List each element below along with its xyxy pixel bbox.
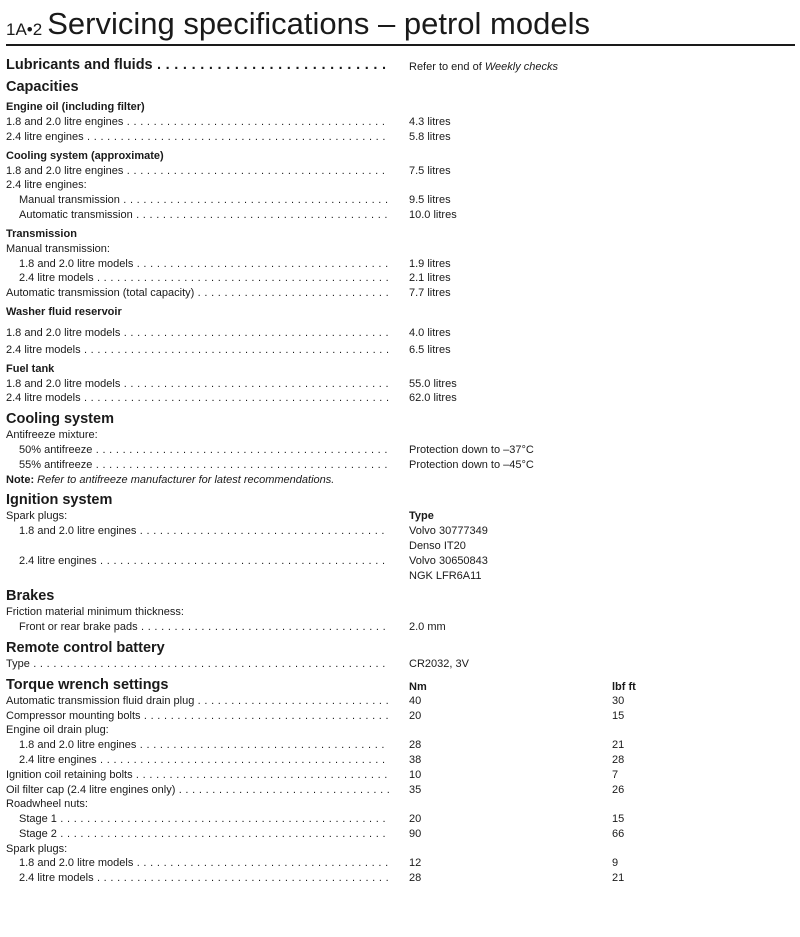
type-column-header: Type: [409, 510, 434, 523]
spec-row: 55% antifreeze . . . Protection down to –45°C: [6, 458, 796, 473]
spec-row: 2.4 litre engines . . . 5.8 litres: [6, 130, 796, 145]
spec-row: 1.8 and 2.0 litre engines . . . 4.3 litres: [6, 115, 796, 130]
lbf-column-header: lbf ft: [612, 680, 636, 693]
section-heading-remote: Remote control battery: [6, 639, 165, 656]
torque-row: Oil filter cap (2.4 litre engines only) . . . 35 26: [6, 783, 796, 798]
subheading-cooling: Cooling system (approximate): [6, 149, 164, 162]
torque-row: 2.4 litre models . . . 28 21: [6, 871, 796, 886]
spec-row: 1.8 and 2.0 litre models . . . 55.0 litres: [6, 377, 796, 392]
spec-sublabel: 2.4 litre engines:: [6, 179, 87, 192]
spec-row: Automatic transmission . . . 10.0 litres: [6, 208, 796, 223]
spec-sublabel: Friction material minimum thickness:: [6, 606, 184, 619]
torque-row: 2.4 litre engines . . . 38 28: [6, 753, 796, 768]
spec-sublabel: Manual transmission:: [6, 242, 110, 255]
subheading-fuel-tank: Fuel tank: [6, 362, 55, 375]
spec-row-extra: NGK LFR6A11: [409, 569, 482, 582]
spec-sublabel: Roadwheel nuts:: [6, 798, 88, 811]
spec-row: 50% antifreeze . . . Protection down to –37°C: [6, 443, 796, 458]
spec-sublabel: Spark plugs:: [6, 842, 68, 855]
section-heading-capacities: Capacities: [6, 79, 79, 95]
torque-row: Compressor mounting bolts . . . 20 15: [6, 709, 796, 724]
torque-row: 1.8 and 2.0 litre models . . . 12 9: [6, 856, 796, 871]
spec-sublabel: Spark plugs: Type: [6, 510, 434, 523]
spec-row: 2.4 litre models . . . 6.5 litres: [6, 343, 796, 358]
spec-row: Type . . . CR2032, 3V: [6, 657, 796, 672]
lubricants-value: Refer to end of Weekly checks: [409, 61, 558, 73]
section-heading-cooling-system: Cooling system: [6, 411, 114, 428]
spec-row: 2.4 litre models . . . 2.1 litres: [6, 271, 796, 286]
spec-row: Automatic transmission (total capacity) . . . 7.7 litres: [6, 286, 796, 301]
spec-row: 1.8 and 2.0 litre models . . . 4.0 litres: [6, 326, 796, 341]
spec-row: 1.8 and 2.0 litre models . . . 1.9 litres: [6, 257, 796, 272]
spec-row: 1.8 and 2.0 litre engines . . . Volvo 30777349: [6, 524, 796, 539]
spec-row: 1.8 and 2.0 litre engines . . . 7.5 litres: [6, 164, 796, 179]
torque-row: Automatic transmission fluid drain plug . . . 40 30: [6, 694, 796, 709]
spec-sublabel: Antifreeze mixture:: [6, 429, 98, 442]
subheading-engine-oil: Engine oil (including filter): [6, 101, 145, 113]
section-heading-ignition: Ignition system: [6, 492, 113, 509]
page-number: 1A•2: [6, 20, 43, 39]
spec-sublabel: Engine oil drain plug:: [6, 724, 109, 737]
section-heading-torque: Torque wrench settings Nm lbf ft: [6, 676, 796, 694]
spec-row: Manual transmission . . . 9.5 litres: [6, 193, 796, 208]
lubricants-label: Lubricants and fluids . . .: [6, 56, 389, 74]
page-header: [6, 2, 795, 46]
subheading-washer: Washer fluid reservoir: [6, 305, 122, 318]
spec-row-extra: Denso IT20: [409, 539, 466, 552]
page-title: Servicing specifications – petrol models: [47, 6, 590, 41]
spec-content: [6, 56, 796, 886]
subheading-transmission: Transmission: [6, 227, 77, 240]
spec-row: Front or rear brake pads . . . 2.0 mm: [6, 620, 796, 635]
torque-row: Stage 2 . . . 90 66: [6, 827, 796, 842]
torque-row: 1.8 and 2.0 litre engines . . . 28 21: [6, 738, 796, 753]
nm-column-header: Nm: [409, 680, 427, 693]
section-heading-brakes: Brakes: [6, 588, 55, 605]
spec-row: 2.4 litre engines . . . Volvo 30650843: [6, 554, 796, 569]
spec-note: Note: Refer to antifreeze manufacturer for latest recommendations.: [6, 473, 335, 486]
torque-row: Stage 1 . . . 20 15: [6, 812, 796, 827]
lubricants-row: [6, 56, 796, 74]
spec-row: 2.4 litre models . . . 62.0 litres: [6, 391, 796, 406]
torque-row: Ignition coil retaining bolts . . . 10 7: [6, 768, 796, 783]
